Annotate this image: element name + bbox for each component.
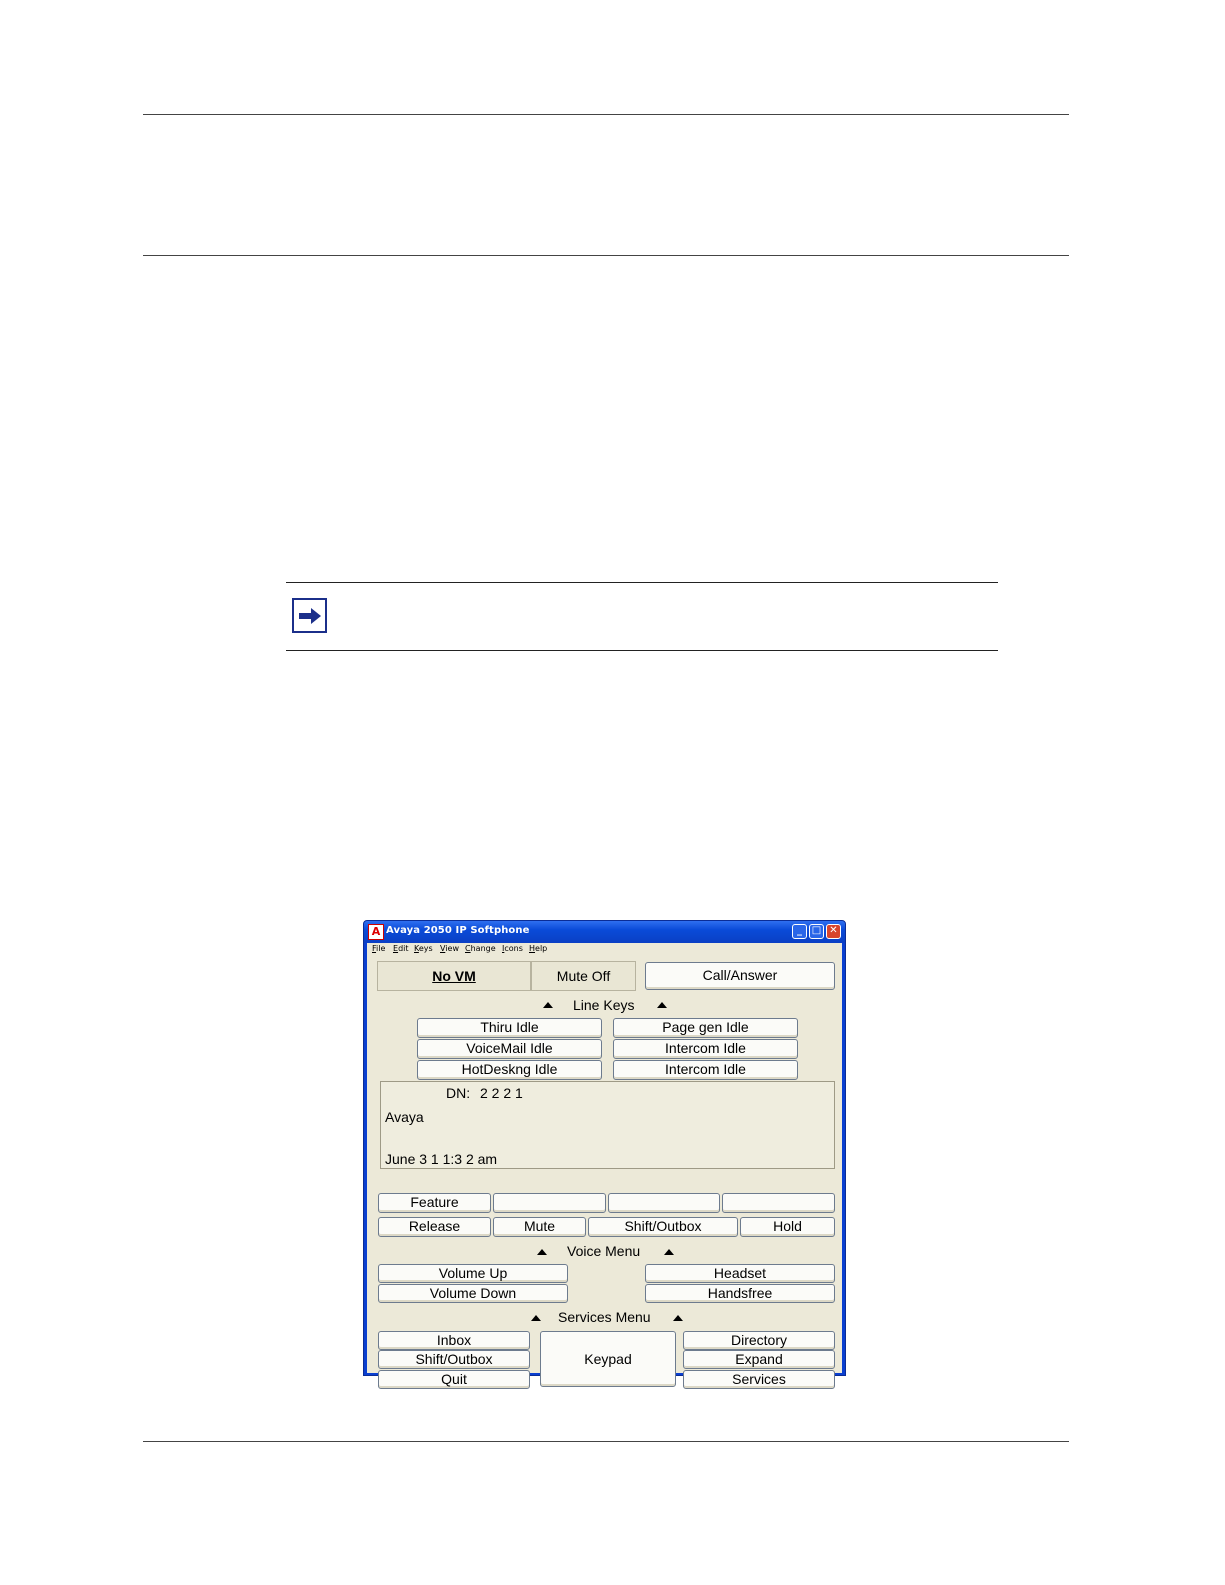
dn-label: DN: [446,1085,471,1101]
voicemail-status[interactable]: No VM [377,961,531,991]
menu-icons[interactable]: Icons [502,944,523,953]
display-datetime: June 3 1 1:3 2 am [385,1151,498,1167]
note-rule-top [286,582,998,583]
voice-menu-label: Voice Menu [567,1243,641,1259]
header-rule-top [143,114,1069,115]
line-key-3[interactable]: VoiceMail Idle [417,1039,602,1059]
dn-value: 2 2 2 1 [480,1085,523,1101]
header-rule-bottom [143,255,1069,256]
hold-button[interactable]: Hold [740,1217,835,1237]
maximize-button[interactable]: □ [809,924,824,939]
soft-key-3[interactable] [608,1193,720,1213]
services-menu-label: Services Menu [558,1309,651,1325]
menu-edit[interactable]: Edit [393,944,409,953]
line-key-4[interactable]: Intercom Idle [613,1039,798,1059]
release-button[interactable]: Release [378,1217,491,1237]
menu-file[interactable]: File [372,944,386,953]
menu-change[interactable]: Change [465,944,496,953]
directory-button[interactable]: Directory [683,1331,835,1350]
display-name: Avaya [385,1109,424,1125]
services-menu-up-arrow-icon-right[interactable] [673,1315,683,1321]
line-keys-label: Line Keys [573,997,635,1013]
line-key-1[interactable]: Thiru Idle [417,1018,602,1038]
softphone-client-area [367,943,842,1387]
close-button[interactable]: ✕ [826,924,841,939]
expand-button[interactable]: Expand [683,1350,835,1369]
avaya-app-icon: A [368,924,384,940]
keypad-button[interactable]: Keypad [540,1331,676,1387]
inbox-button[interactable]: Inbox [378,1331,530,1350]
mute-status: Mute Off [531,961,636,991]
title-bar[interactable] [364,921,845,943]
call-answer-button[interactable]: Call/Answer [645,962,835,990]
soft-key-feature[interactable]: Feature [378,1193,491,1213]
line-keys-up-arrow-icon[interactable] [543,1002,553,1008]
voice-menu-up-arrow-icon-right[interactable] [664,1249,674,1255]
quit-button[interactable]: Quit [378,1370,530,1389]
phone-display [380,1081,835,1169]
services-menu-up-arrow-icon[interactable] [531,1315,541,1321]
line-key-2[interactable]: Page gen Idle [613,1018,798,1038]
menu-view[interactable]: View [440,944,459,953]
shift-outbox-button[interactable]: Shift/Outbox [588,1217,738,1237]
footer-rule [143,1441,1069,1442]
voice-menu-up-arrow-icon[interactable] [537,1249,547,1255]
volume-down-button[interactable]: Volume Down [378,1284,568,1303]
mute-button[interactable]: Mute [493,1217,586,1237]
soft-key-2[interactable] [493,1193,606,1213]
note-rule-bottom [286,650,998,651]
line-key-6[interactable]: Intercom Idle [613,1060,798,1080]
soft-key-4[interactable] [722,1193,835,1213]
menu-bar [367,943,842,957]
services-shift-outbox-button[interactable]: Shift/Outbox [378,1350,530,1369]
menu-help[interactable]: Help [529,944,548,953]
line-key-5[interactable]: HotDeskng Idle [417,1060,602,1080]
minimize-button[interactable]: _ [792,924,807,939]
menu-keys[interactable]: Keys [414,944,433,953]
window-title: Avaya 2050 IP Softphone [386,925,530,936]
line-keys-up-arrow-icon-right[interactable] [657,1002,667,1008]
volume-up-button[interactable]: Volume Up [378,1264,568,1283]
services-button[interactable]: Services [683,1370,835,1389]
softphone-window [363,920,846,1387]
headset-button[interactable]: Headset [645,1264,835,1283]
right-arrow-icon [292,598,327,633]
handsfree-button[interactable]: Handsfree [645,1284,835,1303]
